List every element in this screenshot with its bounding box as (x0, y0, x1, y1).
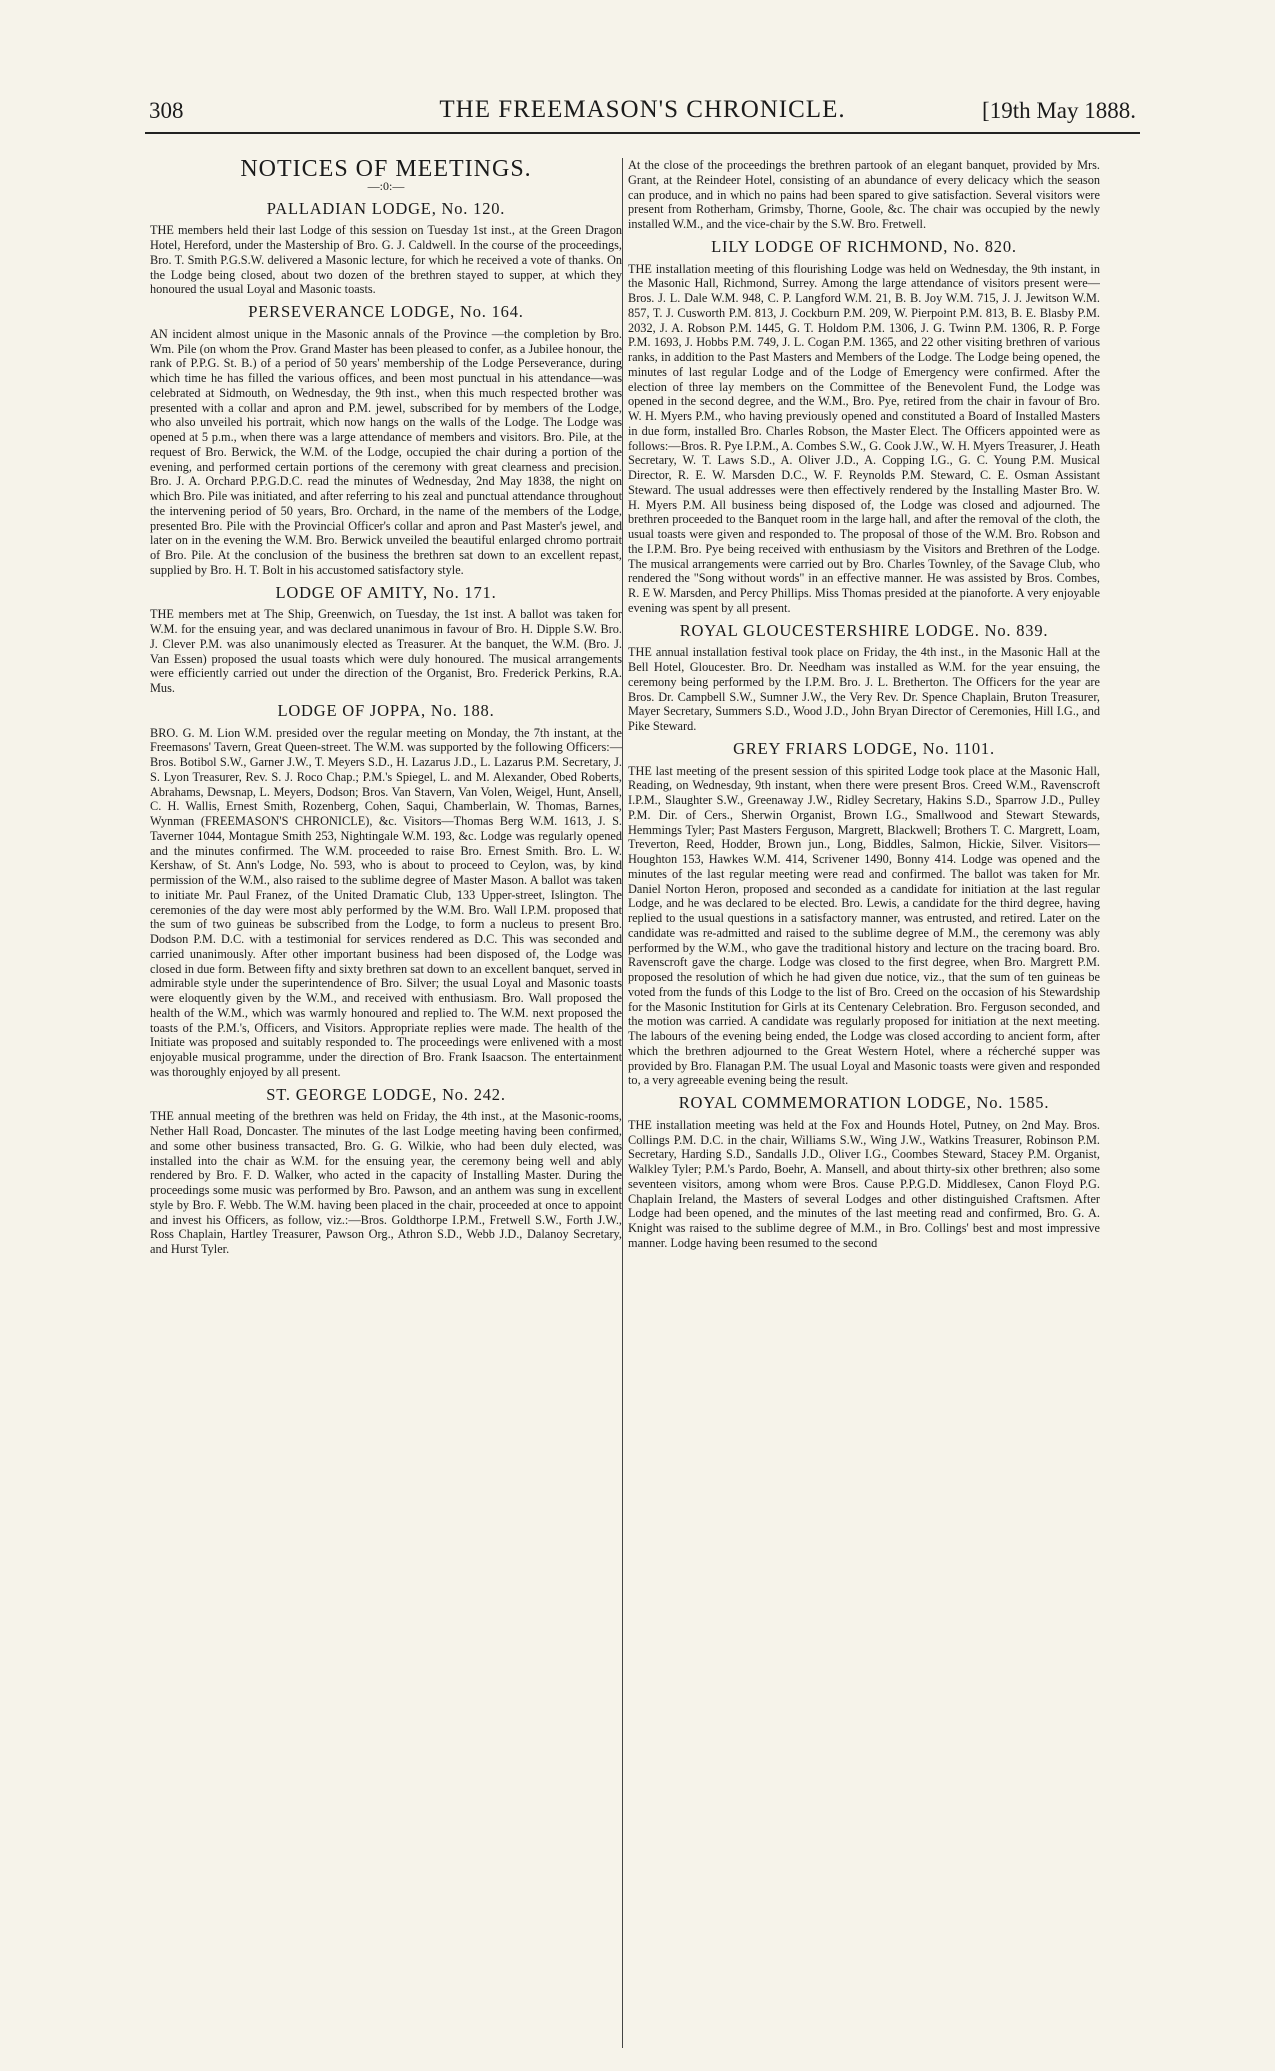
article-paragraph: THE installation meeting was held at the Fox and Hounds Hotel, Putney, on 2nd May. Bros. Collings P.M. D.C. in the chair, Williams S.W., Wing J.W., Watkins Treasurer, Robinson P.M. Secretary, Harding S.D., Sandalls J.D., Oliver I.G., Coombes Steward, Stacey P.M. Organist, Walkley Tyler; P.M.'s Pardo, Boehr, A. Mansell, and about thirty-six other brethren; also some seventeen visitors, among whom were Bros. Cause P.P.G.D. Middlesex, Canon Floyd P.G. Chaplain Ireland, the Masters of several Lodges and other distinguished Craftsmen. After Lodge had been opened, and the minutes of the last meeting read and confirmed, Bro. G. A. Knight was raised to the sublime degree of M.M., in Bro. Collings' best and most impressive manner. Lodge having been resumed to the second (628, 1117, 1100, 1250)
article-paragraph: THE annual installation festival took place on Friday, the 4th inst., in the Masonic Hall at the Bell Hotel, Gloucester. Bro. Dr. Needham was installed as W.M. for the year ensuing, the ceremony being performed by the I.P.M. Bro. J. L. Bretherton. The Officers for the year are Bros. Dr. Campbell S.W., Sumner J.W., the Very Rev. Dr. Spence Chaplain, Bruton Treasurer, Mayer Secretary, Summers S.D., Wood J.D., John Bryan Director of Ceremonies, Hill I.G., and Pike Steward. (628, 645, 1100, 733)
article-paragraph: THE members met at The Ship, Greenwich, on Tuesday, the 1st inst. A ballot was taken for W.M. for the ensuing year, and was declared unanimous in favour of Bro. H. Dipple S.W. Bro. J. Clever P.M. was also unanimously elected as Treasurer. At the banquet, the W.M. (Bro. J. Van Essen) proposed the usual toasts which were duly honoured. The musical arrangements were efficiently carried out under the direction of the Organist, Bro. Frederick Perkins, R.A. Mus. (150, 607, 622, 695)
article (150, 700, 622, 1080)
column-rule (622, 158, 623, 2048)
article-heading: ROYAL COMMEMORATION LODGE, No. 1585. (678, 1093, 1050, 1112)
article-heading: GREY FRIARS LODGE, No. 1101. (733, 738, 995, 758)
article-paragraph: At the close of the proceedings the brethren partook of an elegant banquet, provided by Mrs. Grant, at the Reindeer Hotel, consisting of an abundance of every delicacy which the season can produce, and in which no pains had been spared to give satisfaction. Several visitors were present from Rotherham, Grimsby, Thorne, Goole, &c. The chair was occupied by the newly installed W.M., and the vice-chair by the S.W. Bro. Fretwell. (628, 158, 1100, 231)
publication-title: THE FREEMASON'S CHRONICLE. (439, 96, 846, 123)
article (628, 158, 1100, 232)
right-column (628, 158, 1100, 2048)
page-number: 308 (149, 98, 184, 123)
article-paragraph: THE members held their last Lodge of this session on Tuesday 1st inst., at the Green Dragon Hotel, Hereford, under the Mastership of Bro. G. J. Caldwell. In the course of the proceedings, Bro. T. Smith P.G.S.W. delivered a Masonic lecture, for which he received a vote of thanks. On the Lodge being closed, about two dozen of the brethren stayed to supper, at which they honoured the usual Loyal and Masonic toasts. (150, 223, 622, 297)
article-heading: LILY LODGE OF RICHMOND, No. 820. (711, 236, 1017, 256)
section-title: NOTICES OF MEETINGS. (240, 158, 532, 182)
article-heading: LODGE OF JOPPA, No. 188. (277, 700, 495, 720)
article-paragraph: THE last meeting of the present session of this spirited Lodge took place at the Masonic Hall, Reading, on Wednesday, 9th instant, when there were present Bros. Creed W.M., Ravenscroft I.P.M., Slaughter S.W., Greenaway J.W., Ridley Secretary, Hakins S.D., Sparrow J.D., Pulley P.M. Dir. of Cers., Sherwin Organist, Brown I.G., Smallwood and Stewart Stewards, Hemmings Tyler; Past Masters Ferguson, Margrett, Blackwell; Brothers T. C. Margrett, Loam, Treverton, Reed, Hodder, Brown jun., Long, Biddles, Salmon, Hickie, Silver. Visitors—Houghton 153, Hawkes W.M. 414, Scrivener 1490, Bonny 414. Lodge was opened and the minutes of the last regular meeting were read and confirmed. The ballot was taken for Mr. Daniel Norton Heron, proposed and seconded as a candidate for initiation at the last regular Lodge, and he was declared to be elected. Bro. Lewis, a candidate for the third degree, having replied to the usual questions in a satisfactory manner, was entrusted, and retired. Later on the candidate was re-admitted and raised to the sublime degree of M.M., the ceremony was ably performed by the W.M., who gave the traditional history and lecture on the tracing board. Bro. Ravenscroft gave the charge. Lodge was closed to the first degree, when Bro. Margrett P.M. proposed the resolution of which he had given due notice, viz., that the sum of ten guineas be voted from the funds of this Lodge to the list of Bro. Creed on the occasion of his Stewardship for the Masonic Institution for Girls at its Centenary Celebration. Bro. Ferguson seconded, and the motion was carried. A candidate was regularly proposed for initiation at the next meeting. The labours of the evening being ended, the Lodge was closed according to ancient form, after which the brethren adjourned to the Great Western Hotel, where a récherché supper was provided by Bro. Flanagan P.M. The usual Loyal and Masonic toasts were given and responded to, a very agreeable evening being the result. (628, 763, 1100, 1088)
article-heading: ROYAL GLOUCESTERSHIRE LODGE. No. 839. (679, 620, 1049, 640)
article-paragraph: AN incident almost unique in the Masonic annals of the Province —the completion by Bro. Wm. Pile (on whom the Prov. Grand Master has been pleased to confer, as a Jubilee honour, the rank of P.P.G. St. B.) of a period of 50 years' membership of the Lodge Perseverance, during which time he has filled the various offices, and been most punctual in his attendance—was celebrated at Sidmouth, on Wednesday, the 9th inst., when this much respected brother was presented with a collar and apron and P.M. jewel, subscribed for by members of the Lodge, who also unveiled his portrait, which now hangs on the walls of the Lodge. The Lodge was opened at 5 p.m., when there was a large attendance of members and visitors. Bro. Pile, at the request of Bro. Berwick, the W.M. of the Lodge, occupied the chair during a portion of the evening, and performed certain portions of the ceremony with great clearness and precision. Bro. J. A. Orchard P.P.G.D.C. read the minutes of Wednesday, 2nd May 1838, the night on which Bro. Pile was initiated, and after referring to his zeal and punctual attendance throughout the intervening period of 50 years, Bro. Orchard, in the name of the members of the Lodge, presented Bro. Pile with the Provincial Officer's collar and apron and Past Master's jewel, and later on in the evening the W.M. Bro. Berwick unveiled the beautiful enlarged chromo portrait of Bro. Pile. At the conclusion of the business the brethren sat down to an excellent repast, supplied by Bro. H. T. Bolt in his accustomed satisfactory style. (150, 326, 622, 577)
article-paragraph: BRO. G. M. Lion W.M. presided over the regular meeting on Monday, the 7th instant, at the Freemasons' Tavern, Great Queen-street. The W.M. was supported by the following Officers:—Bros. Botibol S.W., Garner J.W., T. Meyers S.D., H. Lazarus J.D., L. Lazarus P.M. Secretary, J. S. Lyon Treasurer, Rev. S. J. Roco Chap.; P.M.'s Spiegel, L. and M. Alexander, Obed Roberts, Abrahams, Dewsnap, L. Meyers, Dodson; Bros. Van Stavern, Van Volen, Weigel, Hunt, Ansell, C. H. Wallis, Ernest Smith, Rozenberg, Cohen, Saqui, Chamberlain, W. Thomas, Barnes, Wynman (FREEMASON'S CHRONICLE), &c. Visitors—Thomas Berg W.M. 1613, J. S. Taverner 1044, Montague Smith 253, Nightingale W.M. 193, &c. Lodge was regularly opened and the minutes confirmed. The W.M. proceeded to raise Bro. Ernest Smith. Bro. L. W. Kershaw, of St. Ann's Lodge, No. 593, who is about to proceed to Ceylon, was, by kind permission of the W.M., also raised to the sublime degree of Master Mason. A ballot was taken to initiate Mr. Paul Franez, of the United Dramatic Club, 133 Upper-street, Islington. The ceremonies of the day were most ably performed by the W.M. Bro. Wall I.P.M. proposed that the sum of two guineas be subscribed from the Lodge, to form a nucleus to present Bro. Dodson P.M. D.C. with a testimonial for services rendered as D.C. This was seconded and carried unanimously. After other important business had been disposed of, the Lodge was closed in due form. Between fifty and sixty brethren sat down to an excellent banquet, served in admirable style under the superintendence of Bro. Silver; the usual Loyal and Masonic toasts were eloquently given by the W.M., and received with enthusiasm. Bro. Wall proposed the health of the W.M., which was warmly honoured and replied to. The W.M. next proposed the toasts of the P.M.'s, Officers, and Visitors. Appropriate replies were made. The health of the Initiate was proposed and suitably responded to. The proceedings were enlivened with a most enjoyable musical programme, under the direction of Bro. Frank Isaacson. The entertainment was thoroughly enjoyed by all present. (150, 725, 622, 1079)
issue-date: [19th May 1888. (982, 98, 1136, 123)
section-separator: —:0:— (367, 178, 405, 193)
article-paragraph: THE installation meeting of this flourishing Lodge was held on Wednesday, the 9th instant, in the Masonic Hall, Richmond, Surrey. Among the large attendance of visitors present were—Bros. J. L. Dale W.M. 948, C. P. Langford W.M. 21, B. B. Joy W.M. 715, J. J. Jewitson W.M. 857, T. J. Cusworth P.M. 813, J. Cockburn P.M. 209, W. Pierpoint P.M. 813, B. E. Blasby P.M. 2032, J. A. Robson P.M. 1445, G. T. Holdom P.M. 1306, J. G. Twinn P.M. 1306, R. P. Forge P.M. 1693, J. Hobbs P.M. 749, J. L. Cogan P.M. 1365, and 22 other visiting brethren of various ranks, in addition to the Past Masters and Members of the Lodge. The Lodge being opened, the minutes of last regular Lodge and of the Lodge of Emergency were confirmed. After the election of three lay members on the Committee of the Benevolent Fund, the Lodge was opened in the second degree, and the W.M., Bro. Pye, retired from the chair in favour of Bro. W. H. Myers P.M., who having previously opened and constituted a Board of Installed Masters in due form, installed Bro. Charles Robson, the Master Elect. The Officers appointed were as follows:—Bros. R. Pye I.P.M., A. Combes S.W., G. Cook J.W., W. H. Myers Treasurer, J. Heath Secretary, W. T. Laws S.D., A. Oliver J.D., A. Copping I.G., G. C. Young P.M. Musical Director, R. E. W. Marsden D.C., W. F. Reynolds P.M. Steward, C. E. Osman Assistant Steward. The usual addresses were then effectively rendered by the Installing Master Bro. W. H. Myers P.M. All business being disposed of, the Lodge was closed and adjourned. The brethren proceeded to the Banquet room in the large hall, and after the removal of the cloth, the usual toasts were given and responded to. The proposal of those of the W.M. Bro. Robson and the I.P.M. Bro. Pye being received with enthusiasm by the Visitors and Brethren of the Lodge. The musical arrangements were carried out by Bro. Charles Townley, of the Savage Club, who rendered the "Song without words" in an effective manner. He was assisted by Bros. Combes, R. E W. Marsden, and Percy Phillips. Miss Thomas presided at the pianoforte. A very enjoyable evening was spent by all present. (628, 261, 1100, 615)
article-heading: ST. GEORGE LODGE, No. 242. (266, 1084, 506, 1104)
article (150, 198, 622, 298)
article (628, 1093, 1100, 1251)
article (150, 302, 622, 578)
masthead (145, 96, 1140, 134)
article-heading: PERSEVERANCE LODGE, No. 164. (248, 302, 524, 321)
article (150, 582, 622, 696)
article-heading: LODGE OF AMITY, No. 171. (275, 582, 497, 602)
article (628, 738, 1100, 1088)
article-heading: PALLADIAN LODGE, No. 120. (266, 198, 506, 218)
article (628, 620, 1100, 734)
article (150, 1084, 622, 1257)
article-paragraph: THE annual meeting of the brethren was held on Friday, the 4th inst., at the Masonic-rooms, Nether Hall Road, Doncaster. The minutes of the last Lodge meeting having been confirmed, and some other business transacted, Bro. G. G. Wilkie, who had been duly elected, was installed into the chair as W.M. for the ensuing year, the ceremony being well and ably rendered by Bro. F. D. Walker, who acted in the capacity of Installing Master. During the proceedings some music was performed by Bro. Pawson, and an anthem was sung in excellent style by Bro. F. Webb. The W.M. having been placed in the chair, proceeded at once to appoint and invest his Officers, as follow, viz.:—Bros. Goldthorpe I.P.M., Fretwell S.W., Forth J.W., Ross Chaplain, Hartley Treasurer, Pawson Org., Athron S.D., Webb J.D., Dalanoy Secretary, and Hurst Tyler. (150, 1109, 622, 1256)
left-column (150, 158, 622, 2048)
article (628, 236, 1100, 616)
